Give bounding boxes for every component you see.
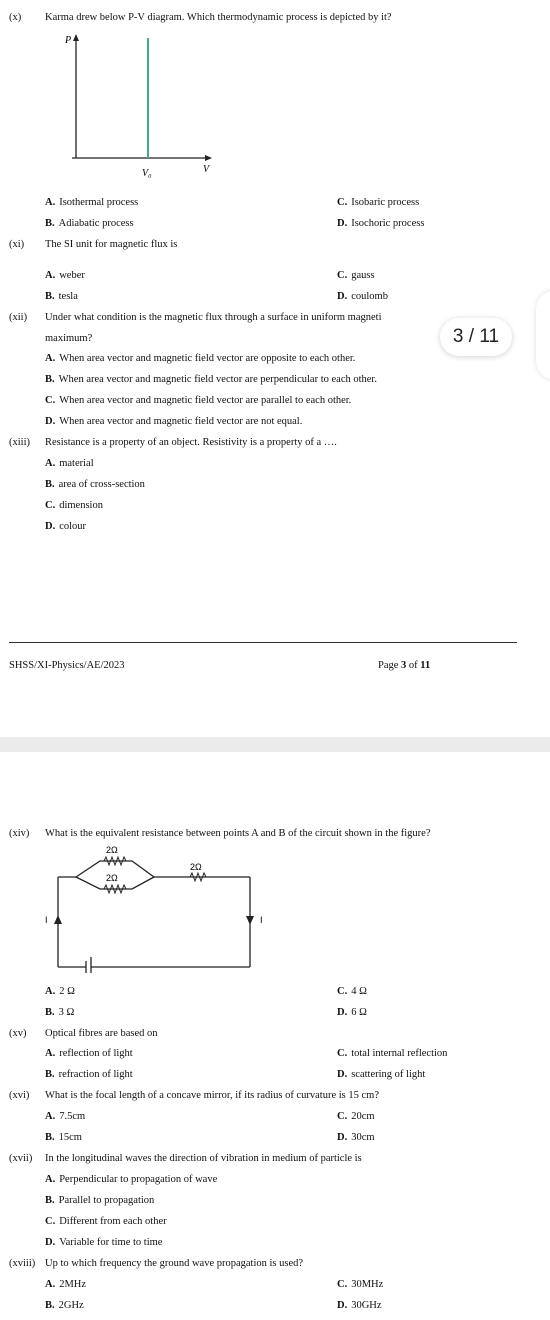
question-number: (x) [9,12,22,23]
option-c: C. total internal reflection [337,1048,448,1059]
option-b: B. 2GHz [45,1300,84,1311]
option-d: D. Variable for time to time [45,1237,163,1248]
option-c: C. 30MHz [337,1279,384,1290]
page-separator [0,737,550,752]
question-number: (xiv) [9,828,30,839]
p-axis-label: P [65,35,72,46]
question-text: The SI unit for magnetic flux is [45,239,178,250]
question-number: (xv) [9,1028,27,1039]
question-number: (xvi) [9,1090,30,1101]
option-a: A. Perpendicular to propagation of wave [45,1174,218,1185]
question-text-continued: maximum? [45,333,93,344]
option-b: B. 3 Ω [45,1007,75,1018]
option-a: A. 2 Ω [45,986,75,997]
option-d: D. Isochoric process [337,218,425,229]
option-c: C. 20cm [337,1111,375,1122]
question-text: Up to which frequency the ground wave propagation is used? [45,1258,304,1269]
question-text: What is the focal length of a concave mirror, if its radius of curvature is 15 cm? [45,1090,380,1101]
pv-diagram [62,30,222,180]
option-b: B. refraction of light [45,1069,133,1080]
option-c: C. 4 Ω [337,986,367,997]
option-d: D. When area vector and magnetic field vector are not equal. [45,416,303,427]
option-c: C. When area vector and magnetic field vector are parallel to each other. [45,395,352,406]
page-indicator: 3 / 11 [440,318,512,356]
option-b: B. Adiabatic process [45,218,134,229]
question-text: In the longitudinal waves the direction of vibration in medium of particle is [45,1153,362,1164]
option-a: A. When area vector and magnetic field vector are opposite to each other. [45,353,356,364]
current-arrow-down-icon [246,916,254,925]
current-label: I [45,915,48,925]
option-c: C. dimension [45,500,103,511]
question-number: (xi) [9,239,25,250]
option-a: A. material [45,458,94,469]
option-c: C. Different from each other [45,1216,167,1227]
option-a: A. 2MHz [45,1279,87,1290]
footer-divider [9,642,517,643]
option-d: D. colour [45,521,87,532]
option-d: D. coulomb [337,291,388,302]
question-number: (xii) [9,312,28,323]
option-b: B. area of cross-section [45,479,145,490]
option-b: B. 15cm [45,1132,82,1143]
option-d: D. scattering of light [337,1069,426,1080]
option-a: A. 7.5cm [45,1111,86,1122]
exam-code: SHSS/XI-Physics/AE/2023 [9,660,125,671]
question-text: Optical fibres are based on [45,1028,158,1039]
current-arrow-up-icon [54,915,62,924]
page-number: Page 3 of 11 [378,660,431,671]
option-b: B. tesla [45,291,78,302]
circuit-diagram [38,843,268,973]
option-a: A. reflection of light [45,1048,133,1059]
question-number: (xiii) [9,437,30,448]
option-d: D. 30GHz [337,1300,382,1311]
v0-label: V₀ [142,168,152,179]
v-axis-label: V [203,164,210,175]
resistor-label: 2Ω [190,862,202,872]
question-text: What is the equivalent resistance between points A and B of the circuit shown in the figure? [45,828,431,839]
option-a: A. weber [45,270,85,281]
resistor-label: 2Ω [106,845,118,855]
option-d: D. 6 Ω [337,1007,367,1018]
resistor-label: 2Ω [106,873,118,883]
option-b: B. Parallel to propagation [45,1195,155,1206]
question-number: (xvii) [9,1153,33,1164]
current-label: I [260,915,263,925]
option-b: B. When area vector and magnetic field vector are perpendicular to each other. [45,374,377,385]
option-c: C. Isobaric process [337,197,420,208]
option-d: D. 30cm [337,1132,375,1143]
question-text: Under what condition is the magnetic flux through a surface in uniform magneti [45,312,382,323]
scroll-handle[interactable] [536,290,550,380]
question-text: Resistance is a property of an object. Resistivity is a property of a …. [45,437,337,448]
option-c: C. gauss [337,270,375,281]
question-number: (xviii) [9,1258,36,1269]
question-text: Karma drew below P-V diagram. Which thermodynamic process is depicted by it? [45,12,392,23]
option-a: A. Isothermal process [45,197,139,208]
